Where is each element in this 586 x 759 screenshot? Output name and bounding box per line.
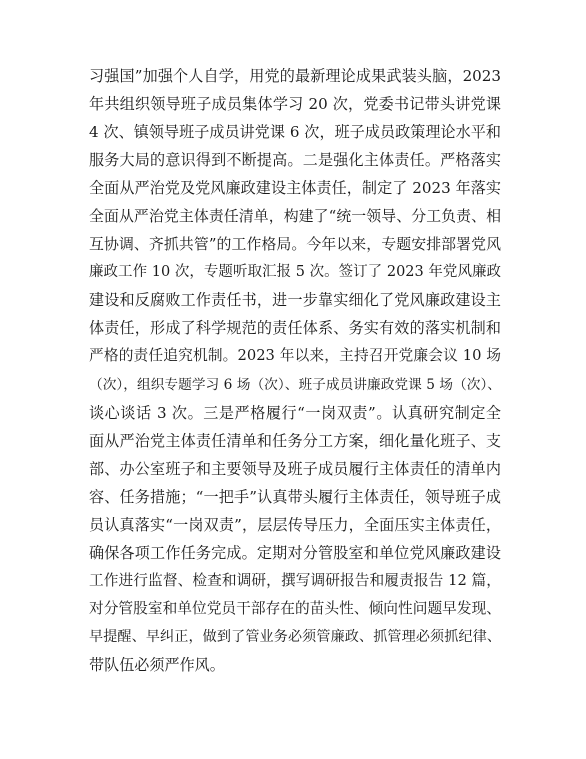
text-line: 谈心谈话 3 次。三是严格履行“一岗双责”。认真研究制定全 xyxy=(89,403,501,422)
text-line: 互协调、齐抓共管”的工作格局。今年以来，专题安排部署党风 xyxy=(89,235,501,254)
text-line: 廉政工作 10 次，专题听取汇报 5 次。签订了 2023 年党风廉政 xyxy=(89,264,501,281)
text-line: 工作进行监督、检查和调研，撰写调研报告和履责报告 12 篇， xyxy=(89,571,501,589)
text-line: 严格的责任追究机制。2023 年以来，主持召开党廉会议 10 场 xyxy=(89,347,501,365)
text-line: （次），组织专题学习 6 场（次）、班子成员讲廉政党课 5 场（次）、 xyxy=(89,376,501,393)
text-line: 员认真落实“一岗双责”，层层传导压力，全面压实主体责任， xyxy=(89,515,501,534)
body-paragraph xyxy=(89,62,501,679)
text-line: 容、任务措施；“一把手”认真带头履行主体责任，领导班子成 xyxy=(89,487,501,506)
text-line: 建设和反腐败工作责任书，进一步靠实细化了党风廉政建设主 xyxy=(89,291,501,310)
text-line: 4 次、镇领导班子成员讲党课 6 次，班子成员政策理论水平和 xyxy=(89,123,501,142)
text-line: 年共组织领导班子成员集体学习 20 次，党委书记带头讲党课 xyxy=(89,95,501,114)
text-line: 服务大局的意识得到不断提高。二是强化主体责任。严格落实 xyxy=(89,151,501,170)
text-line: 体责任，形成了科学规范的责任体系、务实有效的落实机制和 xyxy=(89,319,501,338)
text-line: 面从严治党主体责任清单和任务分工方案，细化量化班子、支 xyxy=(89,431,501,450)
text-line: 早提醒、早纠正，做到了管业务必须管廉政、抓管理必须抓纪律、 xyxy=(89,628,501,645)
text-line: 全面从严治党及党风廉政建设主体责任，制定了 2023 年落实 xyxy=(89,179,501,198)
text-line: 对分管股室和单位党员干部存在的苗头性、倾向性问题早发现、 xyxy=(89,599,501,617)
text-line: 习强国”加强个人自学，用党的最新理论成果武装头脑，2023 xyxy=(89,67,501,85)
text-line: 确保各项工作任务完成。定期对分管股室和单位党风廉政建设 xyxy=(89,543,501,562)
text-line: 部、办公室班子和主要领导及班子成员履行主体责任的清单内 xyxy=(89,459,501,478)
text-line: 全面从严治党主体责任清单，构建了“统一领导、分工负责、相 xyxy=(89,207,501,226)
text-line: 带队伍必须严作风。 xyxy=(89,655,225,674)
